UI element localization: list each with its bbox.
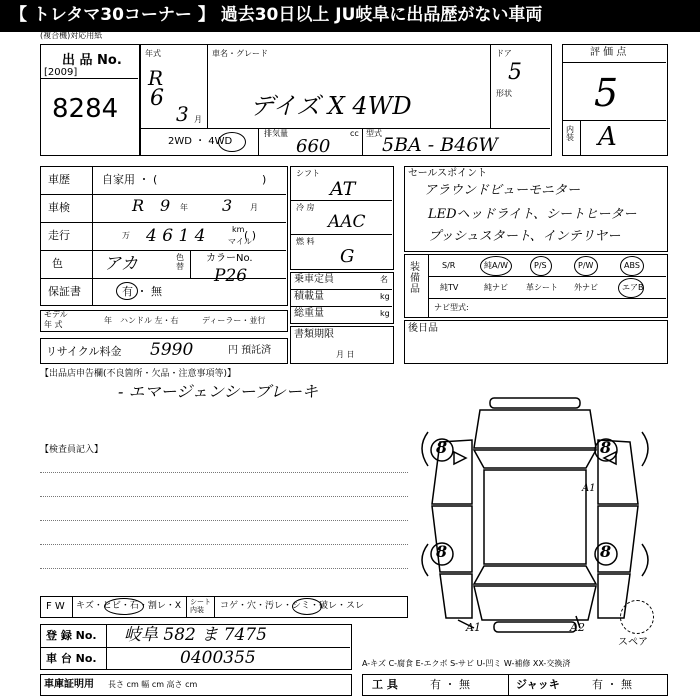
mileage-value: 4 6 1 4 [146, 226, 206, 246]
aftermarket-box [404, 320, 668, 364]
mileage-label: 走行 [48, 229, 70, 242]
car-name: デイズ X 4WD [250, 92, 412, 120]
mileage-km: km [232, 225, 245, 234]
door-label: ドア [496, 49, 512, 58]
seats-label: 乗車定員 [294, 274, 334, 285]
drive-label: 2WD ・ 4WD [168, 136, 233, 147]
recycle-amount: 5990 [150, 340, 194, 360]
interior-value: A [598, 122, 617, 152]
year-label: 年式 [145, 49, 161, 58]
interior-label: 内装 [566, 125, 574, 142]
recycle-unit: 円 預託済 [228, 345, 272, 356]
weight-unit: kg [380, 309, 390, 318]
seat-label: シート内装 [190, 598, 211, 614]
history-opts: 自家用 ・ ( [102, 173, 158, 186]
damage-a1-side: A1 [582, 483, 596, 494]
colorcode-label: カラーNo. [206, 253, 253, 264]
fuel-label: 燃 料 [296, 237, 315, 246]
banner-text: 【 トレタマ30コーナー 】 過去30日以上 JU岐阜に出品歴がない車両 [10, 5, 543, 25]
shift-label: シフト [296, 169, 320, 178]
inspection-month-unit: 月 [250, 203, 258, 212]
mark-rl: 8 [436, 542, 448, 561]
chassis-value: 0400355 [180, 648, 256, 668]
fw-opts: キズ・ヒビ・石・割レ・X [76, 601, 181, 611]
damage-a2-rear: A2 [570, 621, 585, 634]
fw-label: F W [46, 601, 65, 612]
name-label: 車名・グレード [212, 49, 268, 58]
sales-point-line-2: LEDヘッドライト、シートヒーター [428, 207, 637, 222]
equip-pw: P/W [578, 261, 594, 270]
color-change: 色替 [176, 253, 184, 271]
recycle-label: リサイクル料金 [46, 345, 122, 358]
inspection-year: 9 [160, 196, 171, 215]
equip-tv: 純TV [440, 283, 459, 292]
sales-point-line-3: プッシュスタート、インテリヤー [428, 229, 621, 244]
inspection-month: 3 [222, 196, 233, 215]
equip-pw-circle [574, 256, 598, 276]
equip-sr: S/R [442, 261, 456, 270]
year-value: 6 [150, 86, 164, 111]
mileage-mile: マイル [228, 237, 252, 246]
displacement-value: 660 [296, 136, 331, 157]
equip-nav: 純ナビ [484, 283, 508, 292]
model-label: 型式 [366, 129, 382, 138]
nav-model-label: ナビ型式: [434, 303, 469, 312]
color-label: 色 [52, 257, 63, 270]
ac-value: AAC [328, 212, 366, 232]
shift-value: AT [330, 178, 356, 200]
model-year-handle: ハンドル 左・右 [120, 316, 179, 325]
cert-label: 車庫証明用 [44, 679, 94, 690]
mark-rr: 8 [600, 542, 612, 561]
month-unit: 月 [194, 115, 202, 124]
seat-opts: コゲ・穴・汚レ・シミ・破レ・スレ [220, 601, 365, 611]
score-label: 評 価 点 [590, 47, 627, 58]
reg-value: 岐阜 582 ま 7475 [124, 625, 267, 645]
load-label: 積載量 [294, 291, 324, 302]
model-year-year: 年 [104, 316, 112, 325]
displacement-label: 排気量 [264, 129, 288, 138]
history-label: 車歴 [48, 173, 70, 186]
equip-ext-nav: 外ナビ [574, 283, 598, 292]
lot-label: 出 品 No. [62, 53, 122, 68]
remarks-label: 【出品店申告欄(不良箇所・欠品・注意事項等)】 [40, 369, 237, 379]
equipment-label: 装備品 [410, 262, 420, 295]
warranty-label: 保証書 [48, 285, 81, 298]
model-year-top: モデル [44, 310, 68, 319]
colorcode-value: P26 [214, 266, 248, 286]
aftermarket-label: 後日品 [408, 323, 438, 334]
doors-value: 5 [508, 60, 522, 85]
jack-label: ジャッキ [516, 678, 560, 691]
document-label: 書類期限 [294, 329, 334, 340]
document-unit: 月 日 [336, 350, 355, 359]
equip-leather: 革シート [526, 283, 558, 292]
mileage-man: 万 [122, 231, 130, 240]
lot-number: 8284 [52, 94, 119, 124]
equip-airbag: エアB [622, 283, 644, 292]
equip-ps-circle [530, 256, 552, 276]
equip-abs-circle [620, 256, 644, 276]
drive-4wd-circle [218, 132, 246, 152]
mark-fl: 8 [436, 438, 448, 457]
load-unit: kg [380, 292, 390, 301]
remarks-text: - エマージェンシーブレーキ [118, 382, 319, 401]
history-close: ) [262, 173, 267, 186]
equip-aw: 純A/W [484, 261, 509, 270]
equip-ps: P/S [534, 261, 547, 270]
tools-value: 有 ・ 無 [430, 678, 470, 691]
inspection-label: 車検 [48, 201, 70, 214]
chassis-label: 車 台 No. [46, 652, 97, 665]
ac-label: 冷 房 [296, 203, 315, 212]
fuel-value: G [340, 246, 355, 267]
model-year-dealer: ディーラー・並行 [202, 316, 266, 325]
weight-label: 総重量 [294, 308, 324, 319]
header-note: (複合機)対応用紙 [40, 31, 103, 40]
jack-value: 有 ・ 無 [592, 678, 632, 691]
damage-a1-rear: A1 [466, 621, 481, 634]
equip-abs: ABS [624, 261, 640, 270]
tools-label: 工 具 [372, 678, 398, 691]
shape-label: 形状 [496, 89, 512, 98]
cert-sub: 長さ cm 幅 cm 高さ cm [108, 680, 198, 689]
cc-label: cc [350, 129, 359, 138]
color-value: アカ [104, 254, 138, 274]
mileage-close: ( ) [244, 229, 257, 242]
score-value: 5 [594, 71, 619, 115]
year-era: R [148, 66, 164, 90]
lot-stamp: [2009] [44, 67, 78, 78]
sales-points-label: セールスポイント [408, 168, 488, 179]
inspector-label: 【検査員記入】 [40, 445, 104, 455]
spare-circle [620, 600, 654, 634]
inspection-year-unit: 年 [180, 203, 188, 212]
model-year-bottom: 年 式 [44, 320, 63, 329]
equip-airbag-circle [618, 278, 644, 298]
mark-fr: 8 [600, 438, 612, 457]
seats-unit: 名 [380, 275, 388, 284]
inspection-era: R [132, 196, 145, 215]
damage-legend: A-キズ C-腐食 E-エクボ S-サビ U-凹ミ W-補修 XX-交換済 [362, 659, 571, 668]
model-code: 5BA - B46W [382, 134, 498, 156]
warranty-opts: 有 ・ 無 [122, 285, 162, 298]
spare-label: スペア [618, 637, 648, 648]
reg-label: 登 録 No. [46, 629, 97, 642]
sales-point-line-1: アラウンドビューモニター [424, 183, 581, 198]
equip-aw-circle [480, 256, 512, 276]
month-value: 3 [176, 102, 189, 126]
seat-stain-circle [292, 598, 322, 615]
fw-chip-circle [104, 598, 144, 615]
warranty-circle [116, 282, 138, 300]
